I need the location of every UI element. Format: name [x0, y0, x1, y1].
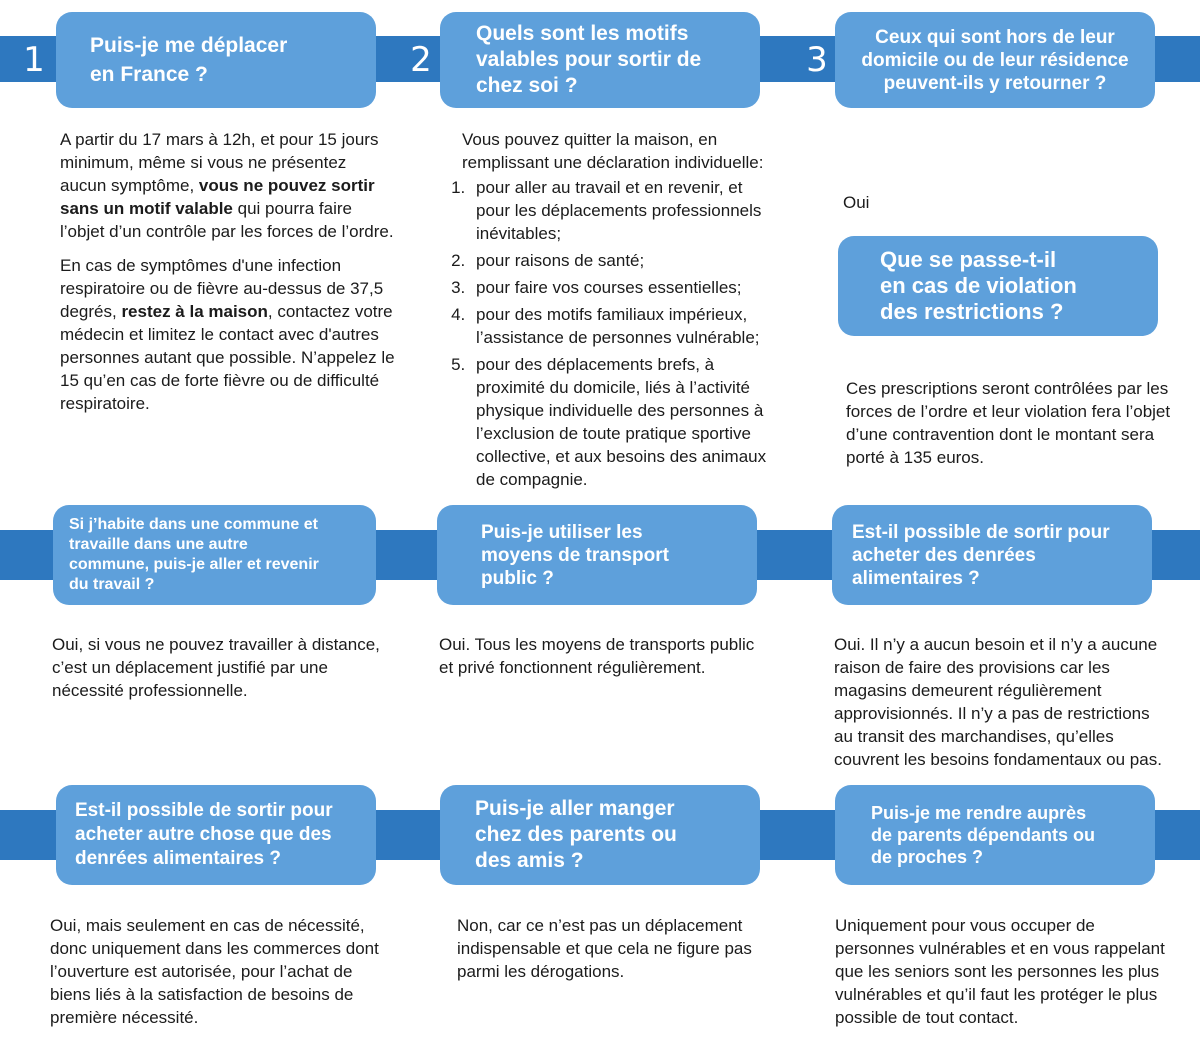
question-text-8: Puis-je aller manger chez des parents ou des amis ?	[475, 797, 677, 872]
question-text-2: Quels sont les motifs valables pour sortir de chez soi ?	[476, 22, 702, 97]
reason-item: 3. pour faire vos courses essentielles;	[470, 276, 780, 299]
reason-item: 1. pour aller au travail et en revenir, et pour les déplacements professionnels inévitables;	[470, 176, 780, 245]
answer-1-paragraph-2	[60, 254, 395, 415]
answer-9: Uniquement pour vous occuper de personnes vulnérables et en vous rappelant que les seniors sont les personnes les plus vulnérables et qu’il faut les protéger le plus possible de tout contact.	[835, 916, 1165, 1027]
question-text-5: Puis-je utiliser les moyens de transport public ?	[481, 521, 669, 589]
reason-item: 5. pour des déplacements brefs, à proximité du domicile, liés à l’activité physique individuelle des personnes à l’exclusion de toute pratique sportive collective, et aux besoins des animaux de compagnie.	[470, 353, 780, 491]
question-box-3	[835, 12, 1155, 108]
reason-item: 2. pour raisons de santé;	[470, 249, 780, 272]
question-box-8	[440, 785, 760, 885]
answer-1-bold-a: vous ne pouvez sortir sans un motif valable	[60, 176, 375, 218]
question-text-1: Puis-je me déplacer en France ?	[90, 34, 288, 86]
answer-1-paragraph-1	[60, 128, 395, 243]
answer-1-bold-b: restez à la maison	[121, 302, 268, 321]
answer-3: Oui	[843, 193, 870, 212]
section-number-3: 3	[806, 40, 828, 80]
reason-item: 4. pour des motifs familiaux impérieux, l’assistance de personnes vulnérable;	[470, 303, 780, 349]
answer-6: Oui. Il n’y a aucun besoin et il n’y a aucune raison de faire des provisions car les magasins demeurent régulièrement approvisionnés. Il n’y a pas de restrictions au transit des marchandises, qu’elles couvrent les besoins fondamentaux ou pas.	[834, 635, 1162, 769]
question-box-7	[56, 785, 376, 885]
question-box-3b	[838, 236, 1158, 336]
answer-5: Oui. Tous les moyens de transports public et privé fonctionnent régulièrement.	[439, 635, 755, 677]
answer-2	[445, 128, 780, 495]
answer-1-text-d: , contactez votre médecin et limitez le contact avec d'autres personnes autant que possible. N’appelez le 15 qu’en cas de forte fièvre ou de difficulté respiratoire.	[60, 302, 395, 413]
question-text-7: Est-il possible de sortir pour acheter autre chose que des denrées alimentaires ?	[75, 800, 333, 869]
answer-3b: Ces prescriptions seront contrôlées par les forces de l’ordre et leur violation fera l’objet d’une contravention dont le montant sera porté à 135 euros.	[846, 379, 1171, 467]
section-number-2: 2	[410, 40, 432, 80]
question-box-6	[832, 505, 1152, 605]
question-box-1	[56, 12, 376, 108]
question-box-9	[835, 785, 1155, 885]
answer-2-intro: Vous pouvez quitter la maison, en remplissant une déclaration individuelle:	[462, 130, 764, 172]
question-box-5	[437, 505, 757, 605]
question-text-4: Si j’habite dans une commune et travaille dans une autre commune, puis-je aller et revenir du travail ?	[69, 516, 319, 593]
answer-1-text-a: A partir du 17 mars à 12h, et pour 15 jours minimum, même si vous ne présentez aucun symptôme,	[60, 130, 379, 195]
question-text-9: Puis-je me rendre auprès de parents dépendants ou de proches ?	[871, 803, 1096, 867]
reasons-list	[445, 176, 780, 491]
section-number-1: 1	[23, 40, 45, 80]
question-text-6: Est-il possible de sortir pour acheter des denrées alimentaires ?	[852, 521, 1110, 589]
question-text-3: Ceux qui sont hors de leur domicile ou de leur résidence peuvent-ils y retourner ?	[861, 26, 1129, 94]
answer-1	[60, 128, 395, 426]
question-text-3b: Que se passe-t-il en cas de violation des restrictions ?	[880, 247, 1077, 324]
answer-4: Oui, si vous ne pouvez travailler à distance, c’est un déplacement justifié par une nécessité professionnelle.	[52, 635, 380, 700]
answer-1-text-c: En cas de symptômes d'une infection respiratoire ou de fièvre au-dessus de 37,5 degrés,	[60, 256, 384, 321]
answer-8: Non, car ce n’est pas un déplacement indispensable et que cela ne figure pas parmi les dérogations.	[457, 916, 752, 981]
answer-1-text-b: qui pourra faire l’objet d’un contrôle par les forces de l’ordre.	[60, 199, 394, 241]
question-box-4	[53, 505, 376, 605]
question-box-2	[440, 12, 760, 108]
answer-7: Oui, mais seulement en cas de nécessité, donc uniquement dans les commerces dont l’ouverture est autorisée, pour l’achat de biens liés à la satisfaction de besoins de première nécessité.	[50, 916, 379, 1027]
